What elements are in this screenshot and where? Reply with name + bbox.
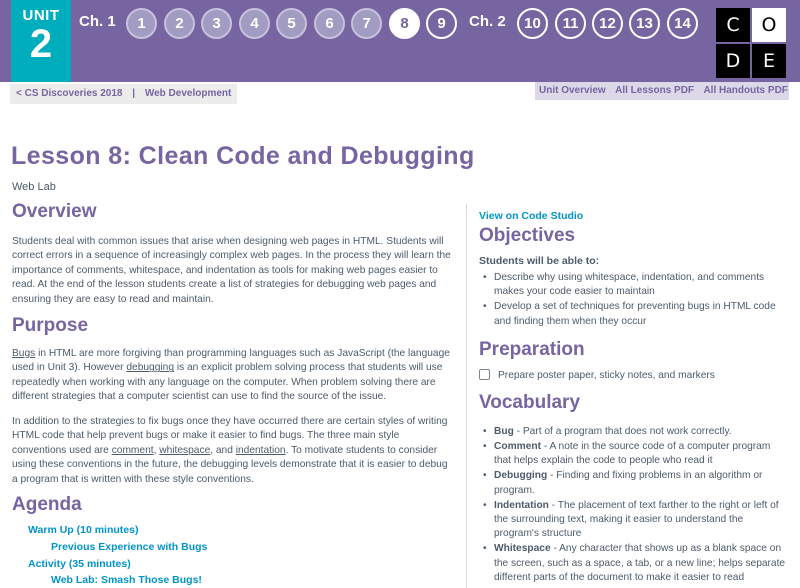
vocab-definition: - Finding and fixing problems in an algorithm or program. bbox=[494, 470, 763, 496]
lesson-1-bubble[interactable]: 1 bbox=[126, 8, 157, 39]
view-on-code-studio-link[interactable]: View on Code Studio bbox=[479, 210, 584, 222]
vocabulary-item bbox=[479, 499, 789, 542]
unit-badge[interactable] bbox=[11, 0, 71, 82]
vocab-term: Debugging bbox=[494, 470, 548, 482]
agenda-heading: Agenda bbox=[12, 494, 82, 515]
purpose-p1-text-b: is an explicit problem solving process that students will use repeatedly when working with any language on the computer. When problem solving there are different strategies that a computer scientist can use to find the source of the issue. bbox=[12, 362, 443, 403]
preparation-item bbox=[479, 370, 715, 384]
purpose-p2-text-a: In addition to the strategies to fix bugs once they have occurred there are certain styles of writing HTML code that help prevent bugs or make it easier to find bugs. The three main style conventions used are bbox=[12, 416, 448, 456]
lesson-6-bubble[interactable]: 6 bbox=[314, 8, 345, 39]
agenda-activity-link[interactable]: Activity (35 minutes) bbox=[28, 558, 131, 570]
unit-number: 2 bbox=[29, 22, 53, 66]
lesson-subtitle: Web Lab bbox=[12, 181, 56, 193]
agenda-web-lab-link[interactable]: Web Lab: Smash Those Bugs! bbox=[51, 574, 202, 586]
purpose-p1-text-a: in HTML are more forgiving than programming languages such as JavaScript (the language used in Unit 3). However bbox=[12, 348, 450, 374]
preparation-item-text: Prepare poster paper, sticky notes, and markers bbox=[498, 370, 715, 381]
logo-letter-c: C bbox=[716, 8, 750, 42]
lesson-2-bubble[interactable]: 2 bbox=[164, 8, 195, 39]
vocab-term: Indentation bbox=[494, 499, 549, 511]
breadcrumb-separator: | bbox=[132, 88, 136, 99]
breadcrumb bbox=[10, 84, 237, 104]
comment-term-link[interactable]: comment bbox=[111, 444, 154, 456]
unit-label: UNIT bbox=[22, 7, 60, 24]
vocab-definition: - Any character that shows up as a blank space on the screen, such as a space, a tab, or a new line; helps separate different parts of the document to make it easier to read bbox=[494, 543, 786, 584]
debugging-term-link[interactable]: debugging bbox=[126, 362, 174, 374]
chapter-1-label: Ch. 1 bbox=[79, 13, 116, 30]
vocabulary-item bbox=[479, 425, 789, 439]
purpose-p2-and: , and bbox=[210, 444, 236, 456]
students-able-label: Students will be able to: bbox=[479, 255, 600, 267]
preparation-heading: Preparation bbox=[479, 339, 585, 360]
vocabulary-item bbox=[479, 542, 789, 585]
vocab-definition: - The placement of text farther to the right or left of the surrounding text, making it easier to understand the program's structure bbox=[494, 499, 779, 540]
logo-letter-o: O bbox=[752, 8, 786, 42]
lesson-navigation-bar bbox=[0, 0, 800, 82]
all-lessons-pdf-link[interactable]: All Lessons PDF bbox=[615, 85, 695, 96]
objectives-list bbox=[479, 271, 789, 330]
objectives-heading: Objectives bbox=[479, 225, 576, 246]
overview-text: Students deal with common issues that arise when designing web pages in HTML. Students will correct errors in a sequence of increasingly complex web pages. In the process they will learn the importance of comments, whitespace, and indentation as tools for making web pages easier to read. At the end of the lesson students create a list of strategies for debugging web pages and ensuring they are easy to read and maintain. bbox=[12, 236, 451, 305]
vocab-definition: - Part of a program that does not work correctly. bbox=[513, 426, 732, 437]
vocabulary-item bbox=[479, 469, 789, 498]
logo-letter-d: D bbox=[716, 44, 750, 78]
indentation-term-link[interactable]: indentation bbox=[235, 444, 286, 456]
column-divider bbox=[466, 204, 467, 588]
unit-overview-link[interactable]: Unit Overview bbox=[539, 85, 606, 96]
logo-letter-e: E bbox=[752, 44, 786, 78]
vocabulary-item bbox=[479, 440, 789, 469]
lesson-3-bubble[interactable]: 3 bbox=[201, 8, 232, 39]
objective-item: • Develop a set of techniques for preventing bugs in HTML code and finding them when they occur bbox=[479, 300, 789, 329]
lesson-5-bubble[interactable]: 5 bbox=[276, 8, 307, 39]
lesson-10-bubble[interactable]: 10 bbox=[517, 8, 548, 39]
lesson-11-bubble[interactable]: 11 bbox=[555, 8, 586, 39]
page-title: Lesson 8: Clean Code and Debugging bbox=[11, 142, 475, 170]
lesson-12-bubble[interactable]: 12 bbox=[592, 8, 623, 39]
whitespace-term-link[interactable]: whitespace bbox=[159, 444, 211, 456]
agenda-previous-experience-link[interactable]: Previous Experience with Bugs bbox=[51, 541, 208, 553]
overview-heading: Overview bbox=[12, 201, 97, 222]
breadcrumb-unit-link[interactable]: Web Development bbox=[144, 88, 232, 99]
purpose-heading: Purpose bbox=[12, 315, 89, 336]
lesson-9-bubble[interactable]: 9 bbox=[426, 8, 457, 39]
lesson-4-bubble[interactable]: 4 bbox=[239, 8, 270, 39]
lesson-14-bubble[interactable]: 14 bbox=[667, 8, 698, 39]
resource-links-bar bbox=[535, 82, 789, 100]
purpose-paragraph-1 bbox=[12, 347, 454, 405]
purpose-paragraph-2 bbox=[12, 415, 454, 487]
all-handouts-pdf-link[interactable]: All Handouts PDF bbox=[703, 85, 788, 96]
purpose-p2-text-b: . To motivate students to consider using these conventions in the future, the debugging levels demonstrate that it is easier to debug a program that is written with these style conventions. bbox=[12, 444, 448, 485]
chapter-2-label: Ch. 2 bbox=[469, 13, 506, 30]
code-org-logo[interactable] bbox=[716, 8, 786, 78]
purpose-p2-comma: , bbox=[153, 444, 160, 456]
lesson-13-bubble[interactable]: 13 bbox=[629, 8, 660, 39]
objective-item: • Describe why using whitespace, indentation, and comments makes your code easier to maintain bbox=[479, 271, 789, 300]
breadcrumb-course-link[interactable]: < CS Discoveries 2018 bbox=[16, 88, 123, 99]
vocab-term: Whitespace bbox=[494, 543, 551, 555]
lesson-7-bubble[interactable]: 7 bbox=[351, 8, 382, 39]
vocab-definition: - A note in the source code of a computer program that helps explain the code to people who read it bbox=[494, 440, 771, 467]
bugs-term-link[interactable]: Bugs bbox=[12, 348, 36, 359]
vocab-term: Comment bbox=[494, 440, 541, 452]
lesson-8-bubble-current[interactable]: 8 bbox=[389, 8, 420, 39]
vocabulary-list bbox=[479, 425, 789, 586]
vocabulary-heading: Vocabulary bbox=[479, 392, 581, 413]
vocab-term: Bug bbox=[494, 426, 514, 437]
preparation-checkbox[interactable] bbox=[479, 369, 490, 380]
agenda-warm-up-link[interactable]: Warm Up (10 minutes) bbox=[28, 524, 139, 536]
